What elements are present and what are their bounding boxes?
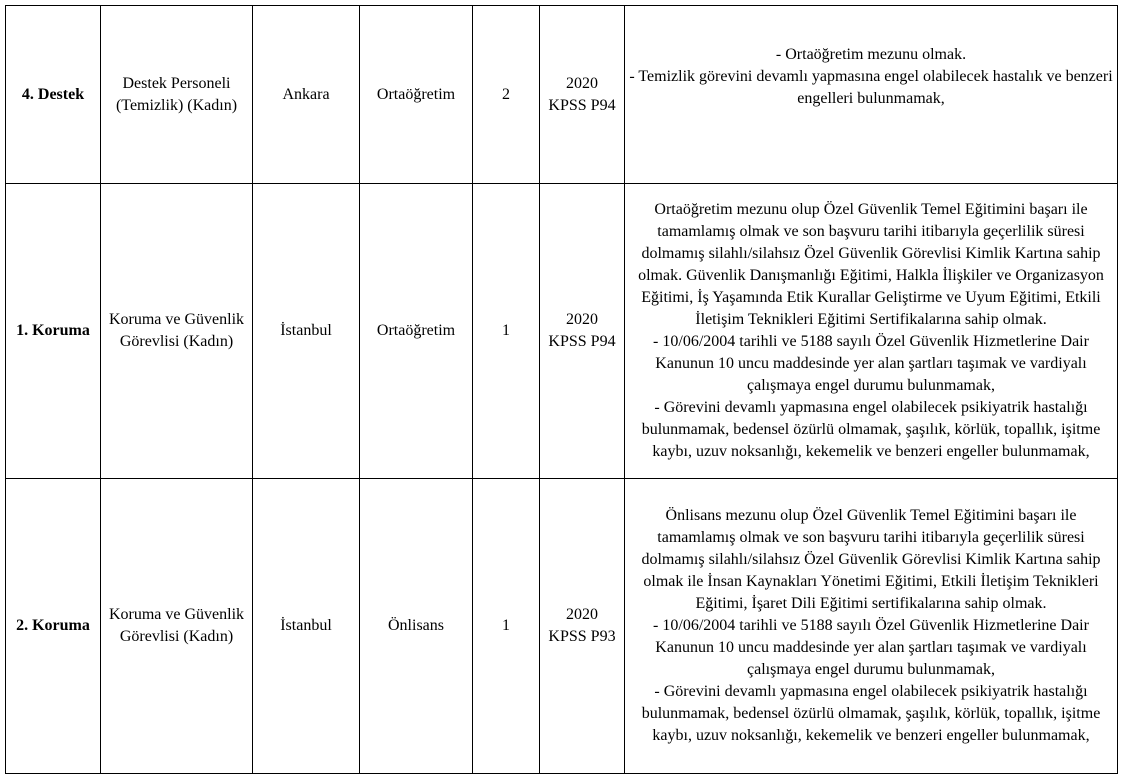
- exam-cell: [540, 184, 625, 479]
- exam-year: 2020: [566, 311, 598, 328]
- table-row: [6, 6, 1118, 184]
- exam-type: KPSS P93: [548, 628, 616, 645]
- requirement-item: - Görevini devamlı yapmasına engel olabilecek psikiyatrik hastalığı bulunmamak, bedensel özürlü olmamak, şaşılık, körlük, topallık, işitme kaybı, uzuv noksanlığı, kekemelik ve benzeri engeller bulunmamak,: [641, 399, 1101, 460]
- requirement-item: - 10/06/2004 tarihli ve 5188 sayılı Özel Güvenlik Hizmetlerine Dair Kanunun 10 uncu maddesinde yer alan şartları taşımak ve vardiyalı çalışmaya engel durumu bulunmamak,: [653, 333, 1089, 394]
- exam-type: KPSS P94: [548, 333, 616, 350]
- requirement-item: - Görevini devamlı yapmasına engel olabilecek psikiyatrik hastalığı bulunmamak, bedensel özürlü olmamak, şaşılık, körlük, topallık, işitme kaybı, uzuv noksanlığı, kekemelik ve benzeri engeller bulunmamak,: [641, 683, 1101, 744]
- requirements: [625, 6, 1118, 184]
- city: Ankara: [253, 6, 360, 184]
- requirements: [625, 479, 1118, 774]
- position-code: 2. Koruma: [6, 479, 101, 774]
- exam-cell: [540, 6, 625, 184]
- position-title: Koruma ve Güvenlik Görevlisi (Kadın): [101, 479, 253, 774]
- city: İstanbul: [253, 184, 360, 479]
- position-title: Destek Personeli (Temizlik) (Kadın): [101, 6, 253, 184]
- city: İstanbul: [253, 479, 360, 774]
- requirement-item: Ortaöğretim mezunu olup Özel Güvenlik Temel Eğitimini başarı ile tamamlamış olmak ve son başvuru tarihi itibarıyla geçerlilik süresi dolmamış silahlı/silahsız Özel Güvenlik Görevlisi Kimlik Kartına sahip olmak. Güvenlik Danışmanlığı Eğitimi, Halkla İlişkiler ve Organizasyon Eğitimi, İş Yaşamında Etik Kurallar Geliştirme ve Uyum Eğitimi, Etkili İletişim Teknikleri Eğitimi Sertifikalarına sahip olmak.: [638, 201, 1104, 328]
- position-code: 4. Destek: [6, 6, 101, 184]
- table-row: [6, 479, 1118, 774]
- position-count: 2: [473, 6, 540, 184]
- position-count: 1: [473, 479, 540, 774]
- job-listing-table: [5, 5, 1118, 774]
- table-row: [6, 184, 1118, 479]
- position-title: Koruma ve Güvenlik Görevlisi (Kadın): [101, 184, 253, 479]
- exam-year: 2020: [566, 606, 598, 623]
- requirement-item: - 10/06/2004 tarihli ve 5188 sayılı Özel Güvenlik Hizmetlerine Dair Kanunun 10 uncu maddesinde yer alan şartları taşımak ve vardiyalı çalışmaya engel durumu bulunmamak,: [653, 617, 1089, 678]
- exam-cell: [540, 479, 625, 774]
- education-level: Önlisans: [360, 479, 473, 774]
- exam-year: 2020: [566, 74, 598, 92]
- requirement-item: - Temizlik görevini devamlı yapmasına engel olabilecek hastalık ve benzeri engelleri bulunmamak,: [629, 68, 1113, 107]
- requirement-item: - Ortaöğretim mezunu olmak.: [775, 46, 967, 63]
- exam-type: KPSS P94: [548, 96, 616, 114]
- education-level: Ortaöğretim: [360, 6, 473, 184]
- requirement-item: Önlisans mezunu olup Özel Güvenlik Temel Eğitimini başarı ile tamamlamış olmak ve son başvuru tarihi itibarıyla geçerlilik süresi dolmamış silahlı/silahsız Özel Güvenlik Görevlisi Kimlik Kartına sahip olmak ile İnsan Kaynakları Yönetimi Eğitimi, Etkili İletişim Teknikleri Eğitimi, İşaret Dili Eğitimi sertifikalarına sahip olmak.: [641, 507, 1101, 612]
- position-count: 1: [473, 184, 540, 479]
- requirements: [625, 184, 1118, 479]
- position-code: 1. Koruma: [6, 184, 101, 479]
- education-level: Ortaöğretim: [360, 184, 473, 479]
